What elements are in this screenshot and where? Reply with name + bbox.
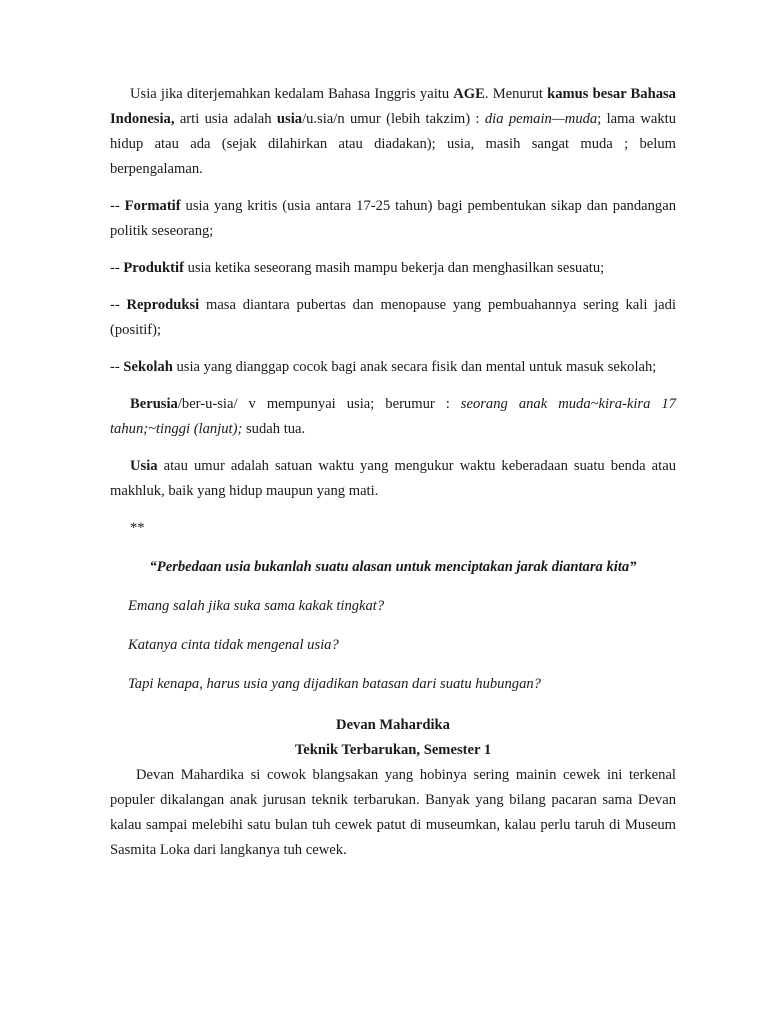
paragraph-definition-age [110, 82, 676, 182]
character-name: Devan Mahardika [336, 717, 450, 733]
line-1: Emang salah jika suka sama kakak tingkat? [128, 598, 385, 614]
text: Usia jika diterjemahkan kedalam Bahasa Inggris yaitu [130, 86, 454, 102]
term-berusia: Berusia [130, 396, 178, 412]
term-age: AGE [453, 86, 485, 102]
text: /ber-u-sia/ v mempunyai usia; berumur : [177, 396, 461, 412]
item-reproduksi [110, 293, 676, 343]
example-text: dia pemain—muda [484, 111, 598, 127]
character-bio: Devan Mahardika si cowok blangsakan yang hobinya sering mainin cewek ini terkenal populer dikalangan anak jurusan teknik terbarukan. Banyak yang bilang pacaran sama Devan kalau sampai melebihi satu bulan tuh cewek patut di museumkan, kalau perlu taruh di Museum Sasmita Loka dari langkanya tuh cewek. [110, 767, 676, 858]
dash: -- [110, 359, 124, 375]
text: ; lama waktu hidup atau ada (sejak dilahirkan atau diadakan); usia, masih sangat muda ; belum berpengalaman. [110, 111, 676, 177]
paragraph-berusia [110, 392, 676, 442]
text: usia ketika seseorang masih mampu bekerja dan menghasilkan sesuatu; [183, 260, 605, 276]
paragraph-usia [110, 454, 676, 504]
dash: -- [110, 260, 124, 276]
example-text: seorang anak muda~kira-kira 17 tahun;~tinggi (lanjut); [110, 396, 676, 437]
term-produktif: Produktif [123, 260, 184, 276]
dash: -- [110, 198, 125, 214]
text: atau umur adalah satuan waktu yang mengukur waktu keberadaan suatu benda atau makhluk, baik yang hidup maupun yang mati. [110, 458, 676, 499]
separator: ** [130, 520, 145, 536]
term-formatif: Formatif [124, 198, 181, 214]
quote: “Perbedaan usia bukanlah suatu alasan untuk menciptakan jarak diantara kita” [149, 559, 637, 575]
term-usia: usia [276, 111, 303, 127]
term-sekolah: Sekolah [123, 359, 173, 375]
dash: -- [110, 297, 127, 313]
term-usia: Usia [130, 458, 158, 474]
document-page [110, 82, 676, 863]
text: /u.sia/n umur (lebih takzim) : [302, 111, 485, 127]
character-subtitle: Teknik Terbarukan, Semester 1 [294, 742, 492, 758]
item-sekolah [110, 355, 676, 380]
term-reproduksi: Reproduksi [126, 297, 200, 313]
text: arti usia adalah [174, 111, 277, 127]
item-formatif [110, 194, 676, 244]
text: usia yang dianggap cocok bagi anak secara fisik dan mental untuk masuk sekolah; [172, 359, 657, 375]
text: masa diantara pubertas dan menopause yang pembuahannya sering kali jadi (positif); [110, 297, 677, 338]
text: usia yang kritis (usia antara 17-25 tahun) bagi pembentukan sikap dan pandangan politik seseorang; [110, 198, 676, 239]
text: sudah tua. [242, 421, 306, 437]
line-2: Katanya cinta tidak mengenal usia? [128, 637, 339, 653]
line-3: Tapi kenapa, harus usia yang dijadikan batasan dari suatu hubungan? [128, 676, 541, 692]
item-produktif [110, 256, 676, 281]
text: . Menurut [484, 86, 548, 102]
term-kbbi: kamus besar Bahasa Indonesia, [110, 86, 676, 127]
